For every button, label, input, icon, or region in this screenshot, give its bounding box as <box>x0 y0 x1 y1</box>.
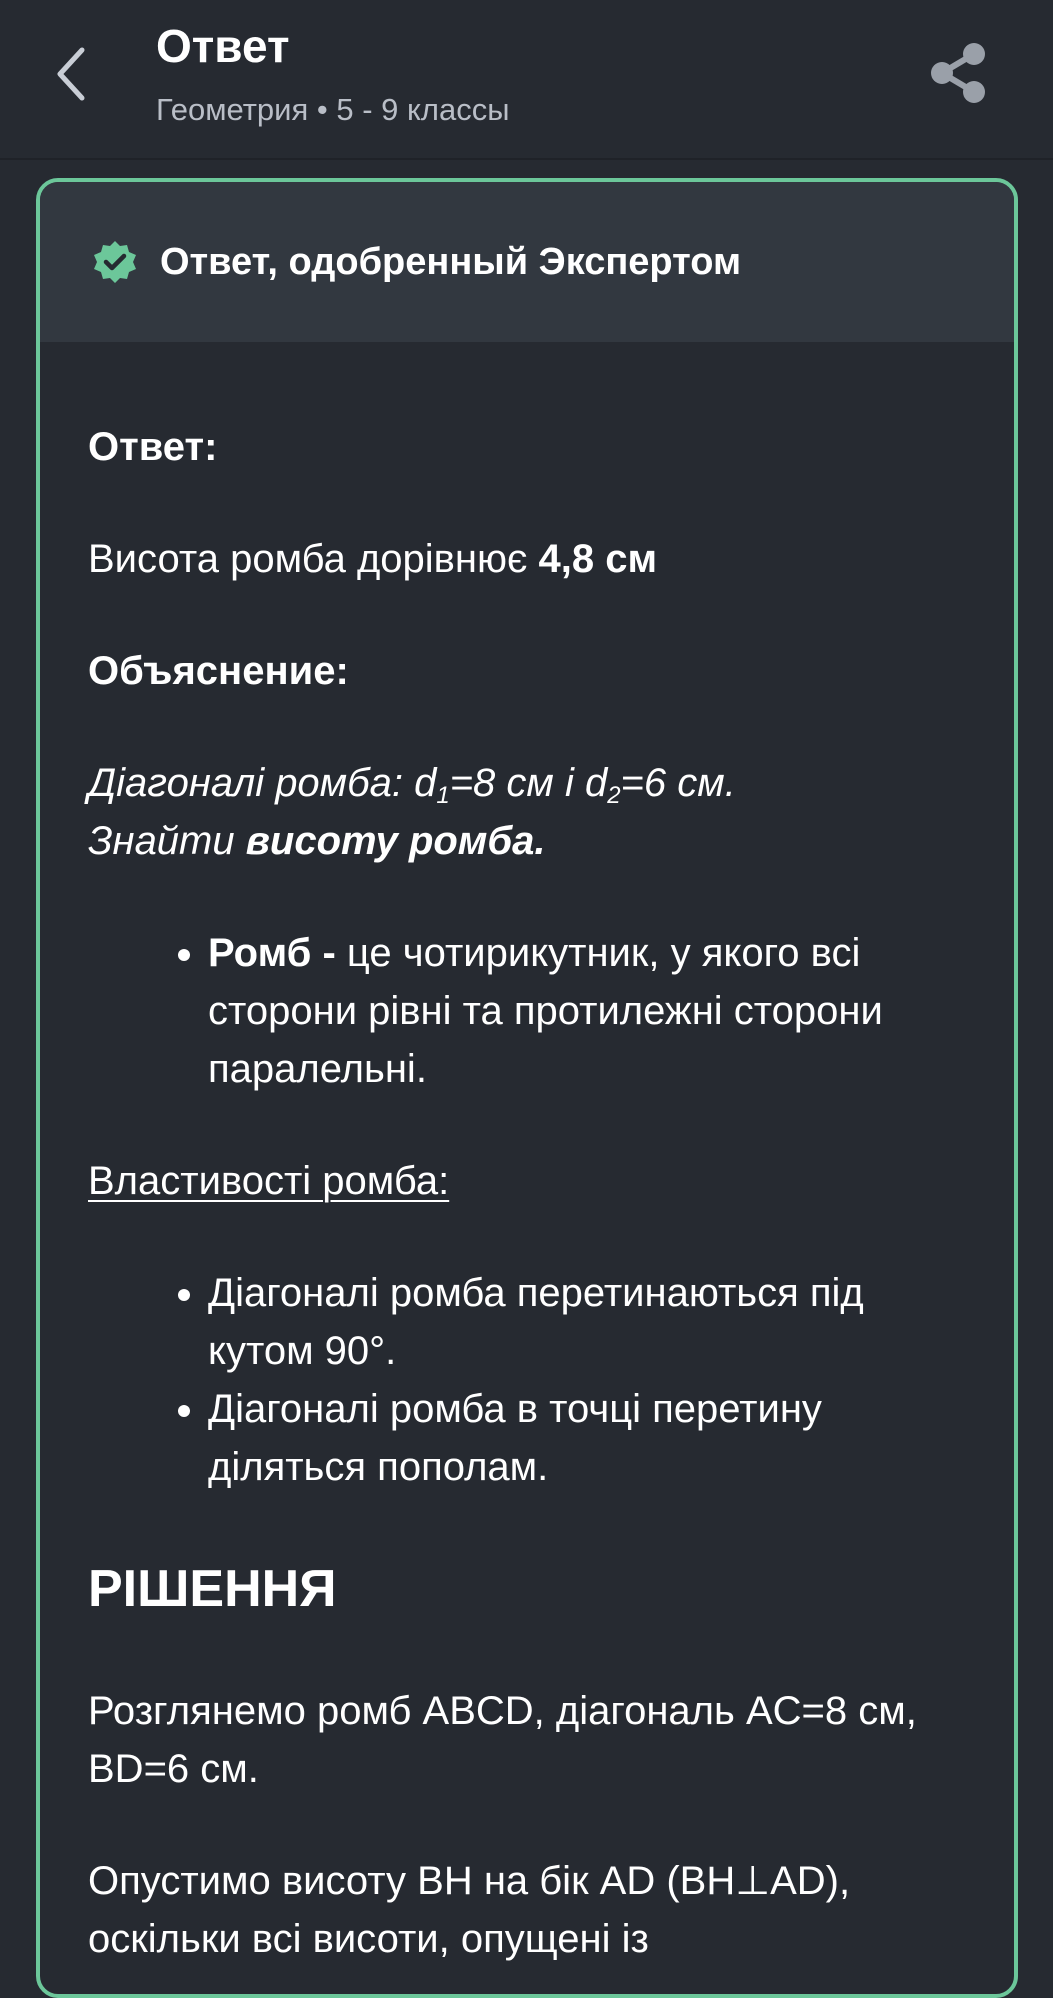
properties-list <box>88 1264 958 1496</box>
share-icon <box>928 40 990 106</box>
list-item: • Ромб - це чотирикутник, у якого всі сторони рівні та протилежні сторони паралельні. <box>208 924 958 1098</box>
page-subtitle: Геометрия • 5 - 9 классы <box>156 92 510 127</box>
solution-paragraph: Розглянемо ромб ABCD, діагональ AC=8 см, BD=6 см. <box>88 1689 917 1791</box>
list-item: • Діагоналі ромба в точці перетину діляться пополам. <box>208 1380 958 1496</box>
answer-heading: Ответ: <box>88 425 218 469</box>
answer-value: 4,8 см <box>538 537 658 581</box>
given-text: Діагоналі ромба: $d_1=8$ см і $d_2=6$ см. Знайти висоту ромба. <box>88 761 736 863</box>
chevron-left-icon <box>52 44 92 104</box>
answer-content <box>40 418 958 1968</box>
answer-card-header <box>40 182 1014 342</box>
explanation-heading: Объяснение: <box>88 649 349 693</box>
properties-heading: Властивості ромба: <box>88 1159 450 1203</box>
share-button[interactable] <box>928 40 990 106</box>
answer-text: Висота ромба дорівнює 4,8 см <box>88 537 658 581</box>
definition-list <box>88 924 958 1098</box>
solution-heading: РІШЕННЯ <box>88 1560 337 1618</box>
solution-paragraph: Опустимо висоту BH на бік AD (BH⊥AD), оскільки всі висоти, опущені із <box>88 1859 851 1961</box>
back-button[interactable] <box>44 38 100 110</box>
expert-approved-label: Ответ, одобренный Экспертом <box>160 240 742 283</box>
list-item: • Діагоналі ромба перетинаються під кутом 90°. <box>208 1264 958 1380</box>
app-bar <box>0 0 1053 160</box>
answer-card <box>36 178 1018 1998</box>
page-title: Ответ <box>156 20 290 72</box>
verified-check-icon <box>92 239 138 285</box>
